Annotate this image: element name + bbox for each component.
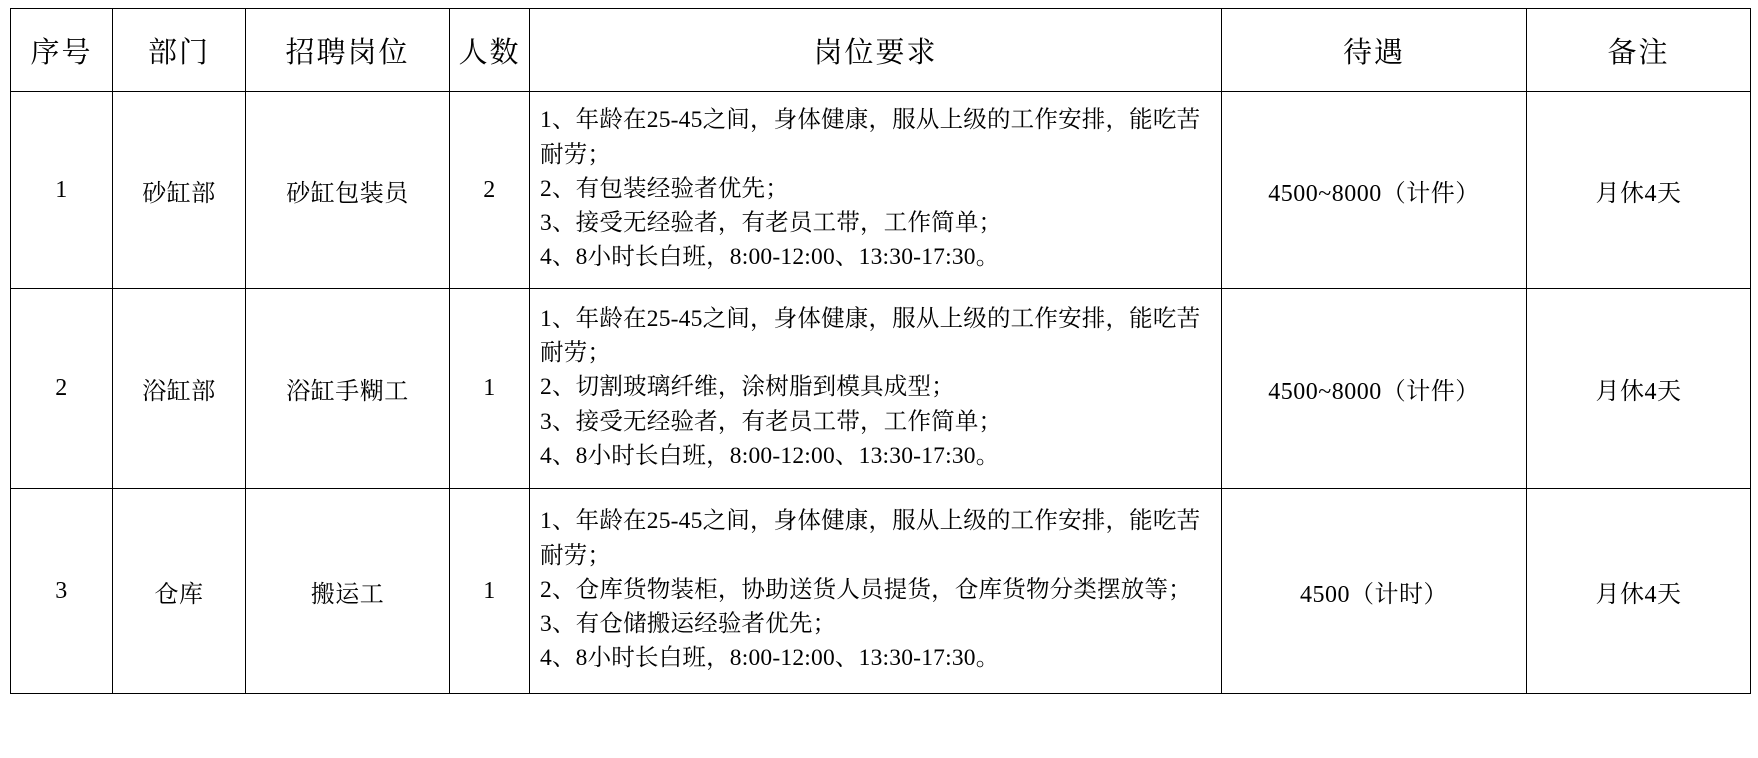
column-header-requirements: 岗位要求 [530,9,1222,92]
requirement-line: 4、8小时长白班，8:00-12:00、13:30-17:30。 [540,244,1000,271]
requirement-line: 3、接受无经验者，有老员工带，工作简单； [540,408,1003,435]
requirement-line: 2、切割玻璃纤维，涂树脂到模具成型； [540,374,955,401]
requirement-line: 2、有包装经验者优先； [540,175,789,202]
cell-compensation: 4500~8000（计件） [1222,92,1527,289]
cell-department: 浴缸部 [113,289,246,489]
requirement-line: 3、接受无经验者，有老员工带，工作简单； [540,210,1003,237]
cell-headcount: 1 [450,489,530,694]
cell-remarks: 月休4天 [1527,489,1751,694]
requirement-line: 2、仓库货物装柜，协助送货人员提货，仓库货物分类摆放等； [540,576,1192,603]
table-header [11,9,1751,92]
recruitment-table [10,8,1751,694]
cell-remarks: 月休4天 [1527,289,1751,489]
cell-department: 砂缸部 [113,92,246,289]
cell-position: 砂缸包装员 [246,92,450,289]
table-row [11,289,1751,489]
column-header-position: 招聘岗位 [246,9,450,92]
cell-position: 搬运工 [246,489,450,694]
table-header-row [11,9,1751,92]
column-header-department: 部门 [113,9,246,92]
cell-remarks: 月休4天 [1527,92,1751,289]
cell-requirements [530,289,1222,489]
table-body [11,92,1751,694]
cell-headcount: 2 [450,92,530,289]
cell-seq: 1 [11,92,113,289]
requirement-line: 1、年龄在25-45之间，身体健康，服从上级的工作安排，能吃苦耐劳； [540,508,1201,569]
cell-seq: 2 [11,289,113,489]
table-row [11,489,1751,694]
requirement-line: 1、年龄在25-45之间，身体健康，服从上级的工作安排，能吃苦耐劳； [540,305,1201,367]
requirement-line: 1、年龄在25-45之间，身体健康，服从上级的工作安排，能吃苦耐劳； [540,107,1201,168]
cell-compensation: 4500（计时） [1222,489,1527,694]
cell-headcount: 1 [450,289,530,489]
column-header-compensation: 待遇 [1222,9,1527,92]
requirement-line: 3、有仓储搬运经验者优先； [540,611,837,638]
column-header-remarks: 备注 [1527,9,1751,92]
table-row [11,92,1751,289]
cell-department: 仓库 [113,489,246,694]
cell-requirements [530,92,1222,289]
cell-seq: 3 [11,489,113,694]
cell-position: 浴缸手糊工 [246,289,450,489]
requirement-line: 4、8小时长白班，8:00-12:00、13:30-17:30。 [540,645,1000,672]
requirement-line: 4、8小时长白班，8:00-12:00、13:30-17:30。 [540,442,1000,469]
column-header-seq: 序号 [11,9,113,92]
column-header-headcount: 人数 [450,9,530,92]
cell-requirements [530,489,1222,694]
cell-compensation: 4500~8000（计件） [1222,289,1527,489]
